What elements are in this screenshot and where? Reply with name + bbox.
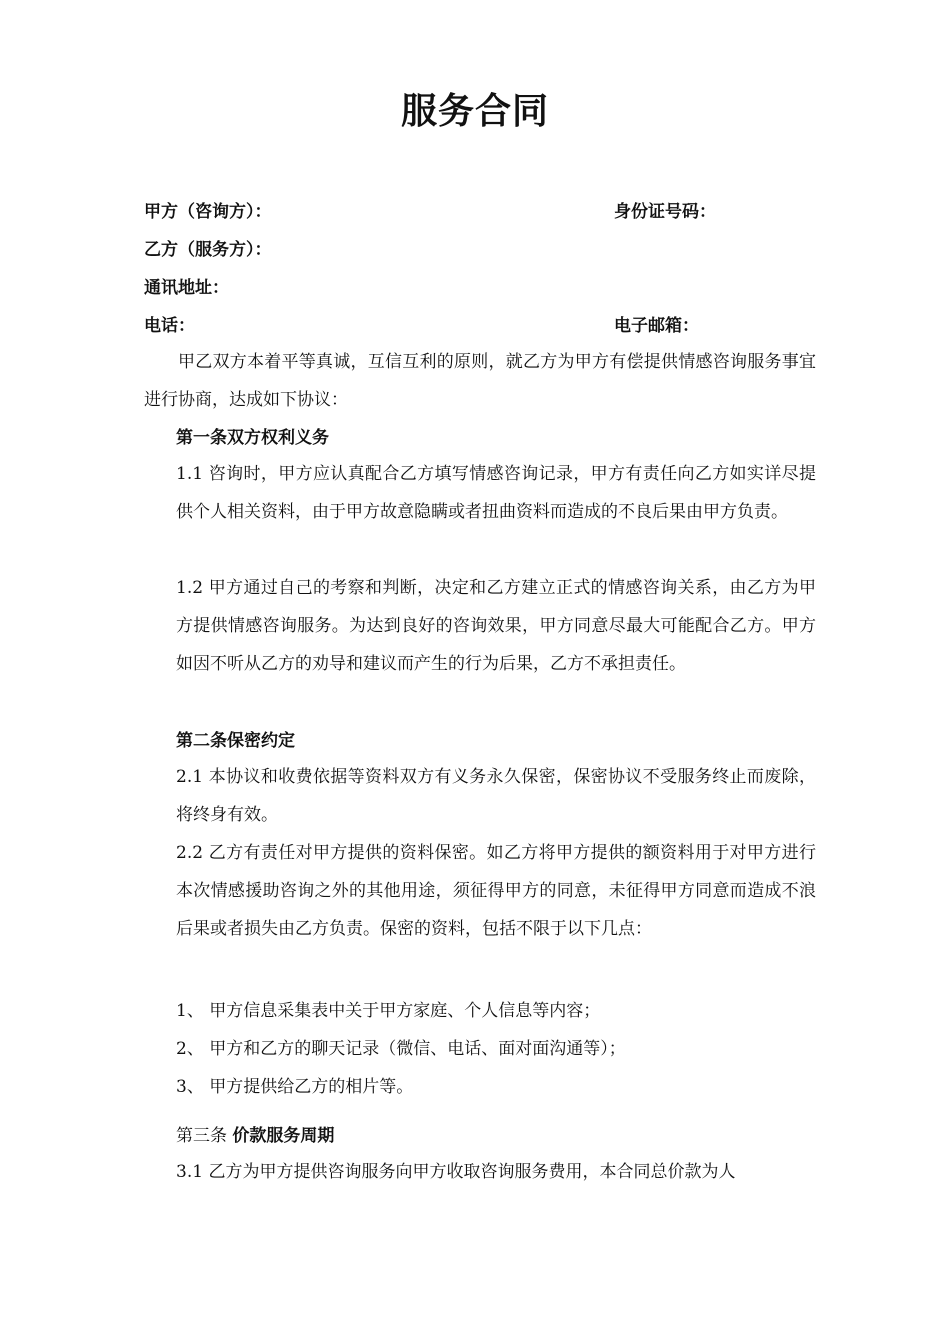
id-number-label: 身份证号码： [614, 202, 716, 222]
party-b-label: 乙方（服务方）： [144, 240, 272, 260]
article-3-heading-prefix: 第三条 [176, 1126, 227, 1146]
clause-1-1: 1.1 咨询时，甲方应认真配合乙方填写情感咨询记录，甲方有责任向乙方如实详尽提供个人相关资料，由于甲方故意隐瞒或者扭曲资料而造成的不良后果由甲方负责。 [176, 464, 816, 522]
article-1-heading: 第一条双方权利义务 [176, 428, 329, 448]
intro-paragraph: 甲乙双方本着平等真诚，互信互利的原则，就乙方为甲方有偿提供情感咨询服务事宜进行协商，达成如下协议： [144, 352, 816, 410]
article-3-heading-title: 价款服务周期 [232, 1126, 335, 1146]
phone-label: 电话： [144, 316, 195, 336]
clause-3-1: 3.1 乙方为甲方提供咨询服务向甲方收取咨询服务费用，本合同总价款为人 [176, 1162, 736, 1182]
clause-2-2: 2.2 乙方有责任对甲方提供的资料保密。如乙方将甲方提供的额资料用于对甲方进行本次情感援助咨询之外的其他用途，须征得甲方的同意，未征得甲方同意而造成不浪后果或者损失由乙方负责。保密的资料，包括不限于以下几点： [176, 843, 816, 939]
clause-2-1: 2.1 本协议和收费依据等资料双方有义务永久保密，保密协议不受服务终止而废除，将终身有效。 [176, 767, 816, 825]
confidential-item-2: 2、 甲方和乙方的聊天记录（微信、电话、面对面沟通等）； [176, 1039, 626, 1059]
clause-1-2: 1.2 甲方通过自己的考察和判断，决定和乙方建立正式的情感咨询关系，由乙方为甲方提供情感咨询服务。为达到良好的咨询效果，甲方同意尽最大可能配合乙方。甲方如因不听从乙方的劝导和建议而产生的行为后果，乙方不承担责任。 [176, 578, 816, 674]
document-title: 服务合同 [400, 91, 549, 132]
confidential-item-1: 1、 甲方信息采集表中关于甲方家庭、个人信息等内容； [176, 1001, 601, 1021]
party-a-label: 甲方（咨询方）： [144, 202, 272, 222]
address-label: 通讯地址： [144, 278, 229, 298]
email-label: 电子邮箱： [614, 316, 699, 336]
article-2-heading: 第二条保密约定 [176, 731, 295, 751]
article-3-heading [176, 1124, 334, 1148]
confidential-item-3: 3、 甲方提供给乙方的相片等。 [176, 1077, 414, 1097]
